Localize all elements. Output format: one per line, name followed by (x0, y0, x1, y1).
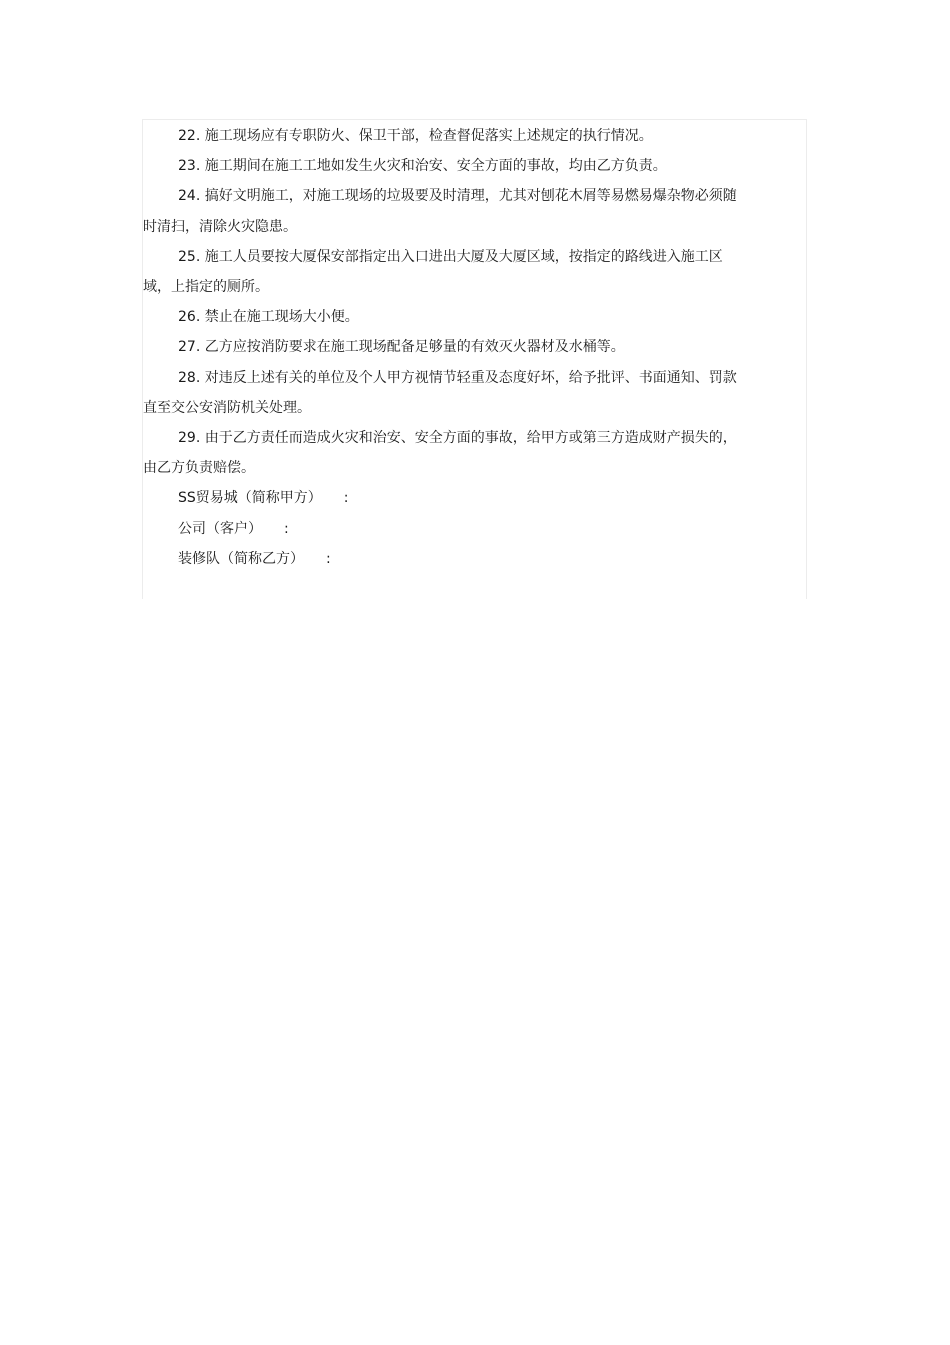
clause-24 (143, 181, 743, 241)
clause-27 (143, 332, 743, 362)
clause-number: 25. (178, 248, 201, 265)
clause-text: 施工期间在施工工地如发生火灾和治安、安全方面的事故，均由乙方负责。 (204, 158, 667, 175)
clause-text: 施工人员要按大厦保安部指定出入口进出大厦及大厦区域，按指定的路线进入施工区域，上指定的厕所。 (143, 248, 723, 296)
clause-22 (143, 121, 743, 151)
clause-23 (143, 151, 743, 181)
signature-label: SS贸易城（简称甲方） (178, 490, 322, 507)
clause-text: 由于乙方责任而造成火灾和治安、安全方面的事故，给甲方或第三方造成财产损失的，由乙方负责赔偿。 (143, 430, 737, 477)
signature-label: 公司（客户） (178, 520, 262, 537)
clause-28 (143, 363, 743, 423)
signature-party-a (143, 483, 743, 513)
clause-number: 29. (178, 430, 201, 447)
clause-text: 搞好文明施工，对施工现场的垃圾要及时清理，尤其对刨花木屑等易燃易爆杂物必须随时清扫，清除火灾隐患。 (143, 188, 737, 235)
clause-text: 施工现场应有专职防火、保卫干部，检查督促落实上述规定的执行情况。 (204, 128, 653, 144)
signature-colon: : (343, 490, 349, 507)
signature-party-b (143, 544, 743, 574)
document-body (143, 121, 743, 574)
clause-number: 23. (178, 158, 201, 175)
signature-client (143, 514, 743, 544)
clause-26 (143, 302, 743, 332)
clause-number: 26. (178, 309, 201, 326)
clause-text: 对违反上述有关的单位及个人甲方视情节轻重及态度好坏，给予批评、书面通知、罚款直至交公安消防机关处理。 (143, 369, 737, 416)
clause-25 (143, 242, 743, 302)
clause-29 (143, 423, 743, 483)
clause-number: 24. (178, 188, 201, 205)
clause-text: 乙方应按消防要求在施工现场配备足够量的有效灭火器材及水桶等。 (204, 339, 625, 356)
clause-number: 27. (178, 339, 201, 356)
clause-number: 28. (178, 369, 201, 386)
clause-text: 禁止在施工现场大小便。 (204, 309, 359, 326)
signature-label: 装修队（简称乙方） (178, 550, 304, 567)
clause-number: 22. (178, 128, 201, 144)
signature-colon: : (284, 520, 289, 537)
signature-colon: : (326, 550, 331, 567)
